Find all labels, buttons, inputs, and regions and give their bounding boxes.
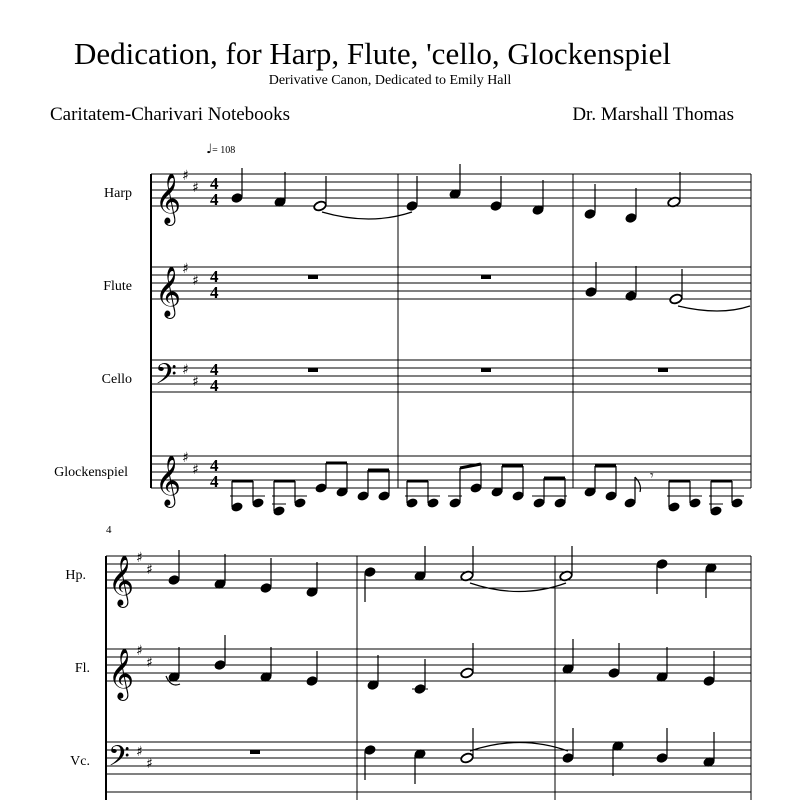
sharp-icon: ♯ [146,655,153,671]
treble-clef-icon: 𝄞 [155,173,182,224]
instrument-label-flute-short: Fl. [74,661,90,676]
measure-number: 4 [106,524,112,536]
sharp-icon: ♯ [182,450,189,466]
quarter-note-icon: ♩ [206,142,213,157]
whole-rest-icon [658,368,668,372]
instrument-label-glockenspiel: Glockenspiel [54,465,128,480]
staff-cello [151,360,751,392]
whole-rest-icon [308,275,318,279]
system-1 [151,174,751,488]
whole-rest-icon [481,275,491,279]
whole-rest-icon [308,368,318,372]
instrument-label-cello-short: Vc. [70,754,90,769]
flute-notes-system1 [308,262,750,311]
sharp-icon: ♯ [182,168,189,184]
sharp-icon: ♯ [146,756,153,772]
whole-rest-icon [250,750,260,754]
key-signature [182,168,199,478]
sharp-icon: ♯ [136,550,143,566]
instrument-label-harp-short: Hp. [65,568,86,583]
bass-clef-icon: 𝄢 [108,740,130,780]
svg-text:4: 4 [210,376,219,395]
time-signature [210,174,219,491]
harp-notes-system1 [231,164,681,223]
eighth-rest-icon: 𝄾 [650,468,654,484]
staff-harp [151,174,751,206]
svg-text:4: 4 [210,472,219,491]
cello-notes-system2 [250,728,715,784]
staff-glockenspiel [151,456,751,488]
treble-clef-icon: 𝄞 [108,648,135,699]
score-subtitle: Derivative Canon, Dedicated to Emily Hall [268,73,512,88]
instrument-label-flute: Flute [103,279,132,294]
bass-clef-icon: 𝄢 [155,358,177,398]
treble-clef-icon: 𝄞 [155,266,182,317]
sharp-icon: ♯ [146,562,153,578]
harp-notes-system2 [168,546,717,602]
sharp-icon: ♯ [192,462,199,478]
publisher-label: Caritatem-Charivari Notebooks [50,104,291,125]
staff-harp-2 [106,556,751,588]
instrument-label-cello: Cello [101,372,132,387]
svg-text:4: 4 [210,456,219,475]
sharp-icon: ♯ [192,273,199,289]
sharp-icon: ♯ [182,362,189,378]
glockenspiel-notes-system1 [230,463,744,516]
cello-notes-system1 [308,368,668,372]
svg-text:4: 4 [210,174,219,193]
sharp-icon: ♯ [182,261,189,277]
treble-clef-icon: 𝄞 [108,555,135,606]
svg-text:4: 4 [210,267,219,286]
system-2 [106,556,751,800]
staff-cello-2 [106,742,751,774]
sharp-icon: ♯ [192,374,199,390]
svg-text:4: 4 [210,190,219,209]
treble-clef-icon: 𝄞 [155,455,182,506]
staff-flute-2 [106,649,751,681]
whole-rest-icon [481,368,491,372]
sharp-icon: ♯ [192,180,199,196]
composer-label: Dr. Marshall Thomas [572,104,734,125]
staff-flute [151,267,751,299]
svg-text:4: 4 [210,360,219,379]
svg-text:4: 4 [210,283,219,302]
score-title: Dedication, for Harp, Flute, 'cello, Glockenspiel [74,36,671,71]
instrument-label-harp: Harp [104,186,132,201]
tempo-value: = 108 [212,145,236,156]
sharp-icon: ♯ [136,744,143,760]
sharp-icon: ♯ [136,643,143,659]
